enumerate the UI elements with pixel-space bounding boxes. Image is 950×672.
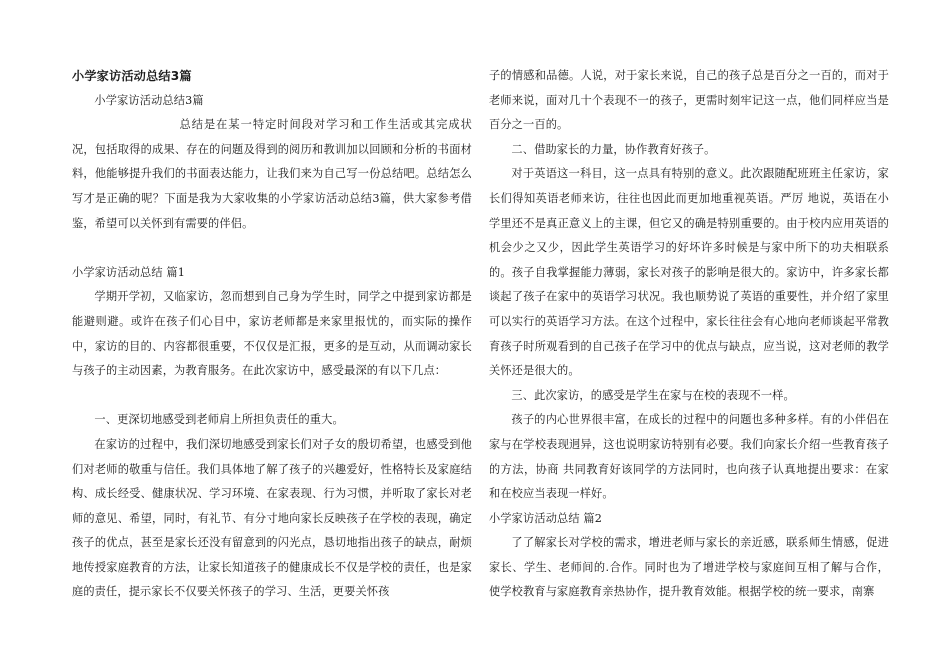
continued-paragraph: 子的情感和品德。人说，对于家长来说，自己的孩子总是百分之一百的，而对于老师来说，面对几十个表现不一的孩子，更需时刻牢记这一点，他们同样应当是百分之一百的。 bbox=[489, 69, 889, 132]
document-subtitle: 小学家访活动总结3篇 bbox=[94, 93, 204, 107]
section1-paragraph: 学期开学初，又临家访，忽而想到自己身为学生时，同学之中提到家访都是能避则避。或许在孩子们心目中，家访老师都是来家里报忧的，而实际的操作中，家访的目的、内容都很重要，不仅仅是汇报，更多的是互动，从而调动家长与孩子的主动因素，为教育服务。在此次家访中，感受最深的有以下几点： bbox=[72, 290, 472, 378]
right-column bbox=[489, 64, 889, 605]
left-column bbox=[72, 64, 472, 605]
point2-paragraph: 对于英语这一科目，这一点具有特别的意义。此次跟随配班班主任家访，家长们得知英语老师来访，往往也因此而更加地重视英语。严厉 地说，英语在小学里还不是真正意义上的主课，但它又的确是特别重要的。由于校内应用英语的机会少之又少，因此学生英语学习的好坏许多时候是与家中所下的功夫相联系的。孩子自我掌握能力薄弱，家长对孩子的影响是很大的。家访中，许多家长都谈起了孩子在家中的英语学习状况。我也顺势说了英语的重要性，并介绍了家里可以实行的英语学习方法。在这个过程中，家长往往会有心地向老师谈起平常教育孩子时所观看到的自己孩子在学习中的优点与缺点，应当说，这对老师的教学关怀还是很大的。 bbox=[489, 167, 889, 378]
intro-paragraph: 总结是在某一特定时间段对学习和工作生活或其完成状况，包括取得的成果、存在的问题及得到的阅历和教训加以回顾和分析的书面材料，他能够提升我们的书面表达能力，让我们来为自己写一份总结吧。总结怎么写才是正确的呢？下面是我为大家收集的小学家访活动总结3篇，供大家参考借鉴，希望可以关怀到有需要的伴侣。 bbox=[72, 118, 472, 230]
point1-heading: 一、更深切地感受到老师肩上所担负责任的重大。 bbox=[94, 413, 344, 427]
point3-heading: 三、此次家访，的感受是学生在家与在校的表现不一样。 bbox=[511, 388, 795, 402]
spacer bbox=[72, 384, 472, 409]
section2-heading: 小学家访活动总结 篇2 bbox=[489, 511, 603, 525]
point3-paragraph: 孩子的内心世界很丰富，在成长的过程中的问题也多种多样。有的小伴侣在家与在学校表现迥异，这也说明家访特别有必要。我们向家长介绍一些教育孩子的方法，协商 共同教育好该同学的方法同时，也向孩子认真地提出要求：在家和在校应当表现一样好。 bbox=[489, 413, 889, 501]
section2-paragraph: 了了解家长对学校的需求，增进老师与家长的亲近感，联系师生情感，促进家长、学生、老师间的.合作。同时也为了增进学校与家庭间互相了解与合作，使学校教育与家庭教育亲热协作，提升教育效能。根据学校的统一要求，南寨 bbox=[489, 536, 889, 599]
point1-paragraph: 在家访的过程中，我们深切地感受到家长们对子女的殷切希望，也感受到他们对老师的敬重与信任。我们具体地了解了孩子的兴趣爱好，性格特长及家庭结构、成长经受、健康状况、学习环境、在家表现、行为习惯，并听取了家长对老师的意见、希望，同时，有礼节、有分寸地向家长反映孩子在学校的表现，确定孩子的优点，甚至是家长还没有留意到的闪光点，恳切地指出孩子的缺点，耐烦地传授家庭教育的方法，让家长知道孩子的健康成长不仅是学校的责任，也是家庭的责任，提示家长不仅要关怀孩子的学习、生活，更要关怀孩 bbox=[72, 437, 472, 599]
document-title: 小学家访活动总结3篇 bbox=[72, 69, 192, 83]
point2-heading: 二、借助家长的力量，协作教育好孩子。 bbox=[511, 142, 716, 156]
section1-heading: 小学家访活动总结 篇1 bbox=[72, 265, 186, 279]
spacer bbox=[72, 236, 472, 261]
